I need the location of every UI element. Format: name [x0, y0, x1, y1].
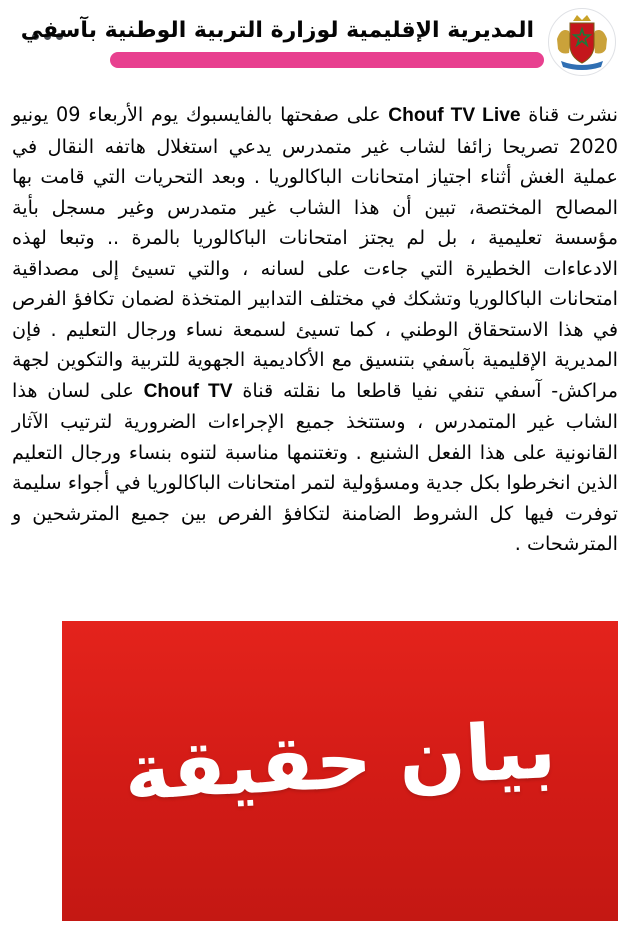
highlight-bar	[110, 52, 544, 68]
page-avatar[interactable]	[548, 8, 616, 76]
banner-title: بيان حقيقة	[122, 705, 558, 819]
page-name-link[interactable]: المديرية الإقليمية لوزارة التربية الوطنية بآسفي	[20, 18, 534, 43]
statement-banner-image[interactable]	[62, 621, 618, 921]
channel-name-text: Chouf TV	[143, 380, 233, 402]
post-text-segment: على لسان هذا الشاب غير المتمدرس ، وستتخذ جميع الإجراءات الضرورية لترتيب الآثار القانونية على هذا الفعل الشنيع . وتغتنمها مناسبة لتنوه بنساء ورجال التعليم الذين انخرطوا بكل جدية ومسؤولية لتمر امتحانات الباكالوريا في أجواء سليمة توفرت فيها كل الشروط الضامنة لتكافؤ الفرص بين جميع المترشحين و المترشحات .	[12, 378, 618, 555]
coat-of-arms-icon	[549, 9, 615, 75]
post-body-text	[12, 100, 618, 560]
post-text-segment: على صفحتها بالفايسبوك يوم الأربعاء 09 يونيو 2020 تصريحا زائفا لشاب غير متمدرس يدعي استغلال هاتفه النقال في عملية الغش أثناء اجتياز امتحانات الباكالوريا . وبعد التحريات التي قامت بها المصالح المختصة، تبين أن هذا الشاب غير متمدرس وغير مسجل بأية مؤسسة تعليمية ، بل لم يجتز امتحانات الباكالوريا بالمرة .. وتبعا لهذه الادعاءات الخطيرة التي جاءت على لسانه ، والتي تسيئ إلى مصداقية امتحانات الباكالوريا وتشكك في مختلف التدابير المتخذة لضمان تكافؤ الفرص في هذا الاستحقاق الوطني ، كما تسيئ لسمعة نساء ورجال التعليم . فإن المديرية الإقليمية بآسفي بتنسيق مع الأكاديمية الجهوية للتربية والتكوين لجهة مراكش- آسفي تنفي نفيا قاطعا ما نقلته قناة	[12, 103, 619, 402]
post-header	[0, 0, 630, 78]
channel-name-text: Chouf TV Live	[388, 105, 521, 126]
post-text-segment: نشرت قناة	[520, 103, 619, 126]
